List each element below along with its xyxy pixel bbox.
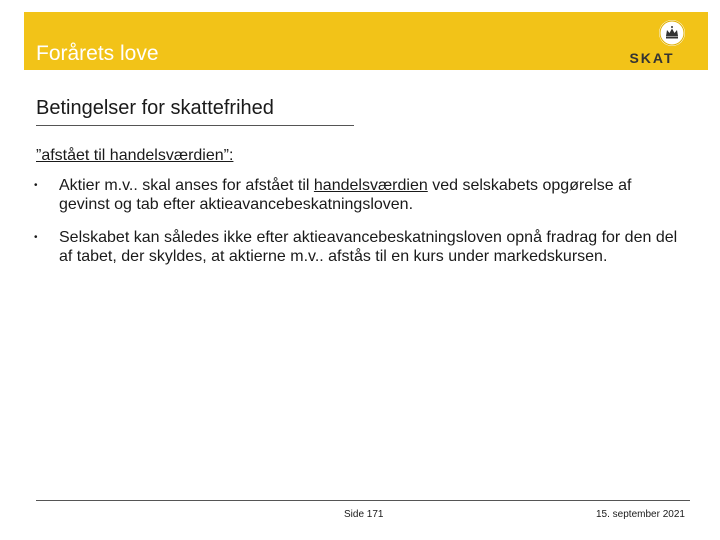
crown-icon bbox=[659, 20, 685, 46]
bullet-marker: • bbox=[34, 232, 38, 243]
footer-divider bbox=[36, 500, 690, 501]
bullet-underlined-term: handelsværdien bbox=[313, 177, 428, 194]
section-divider bbox=[36, 125, 354, 126]
logo-text: SKAT bbox=[629, 51, 675, 65]
presentation-title: Forårets love bbox=[36, 42, 159, 65]
bullet-text-before: Aktier m.v.. skal anses for afstået til bbox=[59, 177, 314, 194]
page-number: Side 171 bbox=[344, 509, 384, 520]
skat-logo bbox=[616, 18, 688, 66]
skat-wordmark bbox=[616, 51, 688, 65]
term-heading: ”afstået til handelsværdien”: bbox=[36, 147, 234, 164]
bullet-text: Selskabet kan således ikke efter aktieavancebeskatningsloven opnå fradrag for den del af tabet, der skyldes, at aktierne m.v.. afstås til en kurs under markedskursen. bbox=[59, 229, 678, 265]
section-title: Betingelser for skattefrihed bbox=[36, 97, 274, 119]
bullet-list bbox=[32, 176, 682, 280]
bullet-item bbox=[32, 176, 682, 214]
header-band bbox=[24, 12, 708, 70]
bullet-item bbox=[32, 228, 682, 266]
bullet-text-after: ved selskabets opgørelse af gevinst og tab efter aktieavancebeskatningsloven. bbox=[59, 177, 632, 213]
footer-date: 15. september 2021 bbox=[596, 509, 685, 520]
bullet-marker: • bbox=[34, 180, 38, 191]
